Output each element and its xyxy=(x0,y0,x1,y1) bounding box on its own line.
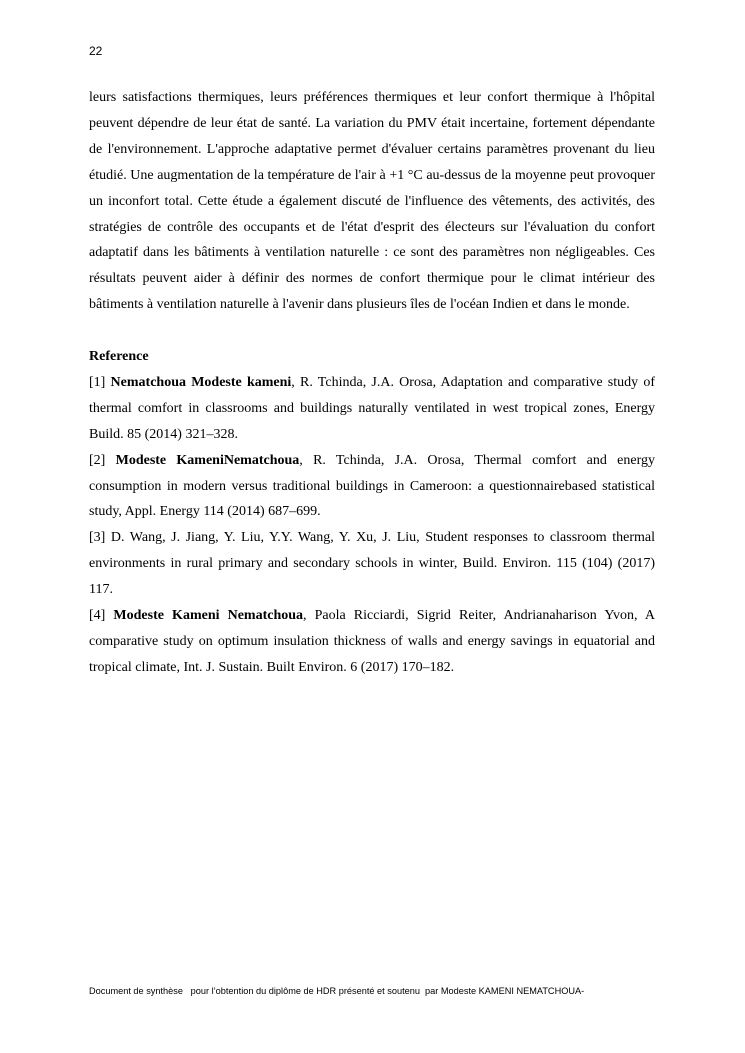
reference-number: [4] xyxy=(89,608,114,624)
reference-item-4 xyxy=(89,603,655,681)
reference-text: [3] D. Wang, J. Jiang, Y. Liu, Y.Y. Wang, Y. Xu, J. Liu, Student responses to classroom thermal environments in rural primary and secondary schools in winter, Build. Environ. 115 (104) (2017) 117. xyxy=(89,530,655,598)
reference-text: , R. Tchinda, J.A. Orosa, Adaptation and comparative study of thermal comfort in classrooms and buildings naturally ventilated in west tropical zones, Energy Build. 85 (2014) 321–328. xyxy=(89,374,656,442)
page-footer: Document de synthèse pour l’obtention du diplôme de HDR présenté et soutenu par Modeste KAMENI NEMATCHOUA- xyxy=(89,986,585,996)
page-number: 22 xyxy=(89,44,103,58)
reference-number: [1] xyxy=(89,374,111,390)
reference-text: , R. Tchinda, J.A. Orosa, Thermal comfort and energy consumption in modern versus traditional buildings in Cameroon: a questionnairebased statistical study, Appl. Energy 114 (2014) 687–699. xyxy=(89,452,655,520)
reference-item-2 xyxy=(89,448,655,526)
body-paragraph: leurs satisfactions thermiques, leurs préférences thermiques et leur confort thermique à l'hôpital peuvent dépendre de leur état de santé. La variation du PMV était incertaine, fortement dépendante de l'environnement. L'approche adaptative permet d'évaluer certains paramètres provenant du lieu étudié. Une augmentation de la température de l'air à +1 °C au-dessus de la moyenne peut provoquer un inconfort total. Cette étude a également discuté de l'influence des vêtements, des activités, des stratégies de contrôle des occupants et de l'état d'esprit des électeurs sur l'évaluation du confort adaptatif dans les bâtiments à ventilation naturelle : ce sont des paramètres non négligeables. Ces résultats peuvent aider à définir des normes de confort thermique pour le climat intérieur des bâtiments à ventilation naturelle à l'avenir dans plusieurs îles de l'océan Indien et dans le monde. xyxy=(89,90,655,313)
references-heading: Reference xyxy=(89,349,149,365)
reference-text: , Paola Ricciardi, Sigrid Reiter, Andrianaharison Yvon, A comparative study on optimum insulation thickness of walls and energy savings in equatorial and tropical climate, Int. J. Sustain. Built Environ. 6 (2017) 170–182. xyxy=(89,608,655,675)
reference-number: [2] xyxy=(89,452,116,468)
reference-author-bold: Modeste KameniNematchoua xyxy=(115,452,300,468)
reference-author-bold: Nematchoua Modeste kameni xyxy=(110,374,292,390)
reference-item-3 xyxy=(89,525,655,603)
reference-author-bold: Modeste Kameni Nematchoua xyxy=(113,608,304,624)
page-content xyxy=(89,85,655,681)
reference-item-1 xyxy=(89,370,655,448)
